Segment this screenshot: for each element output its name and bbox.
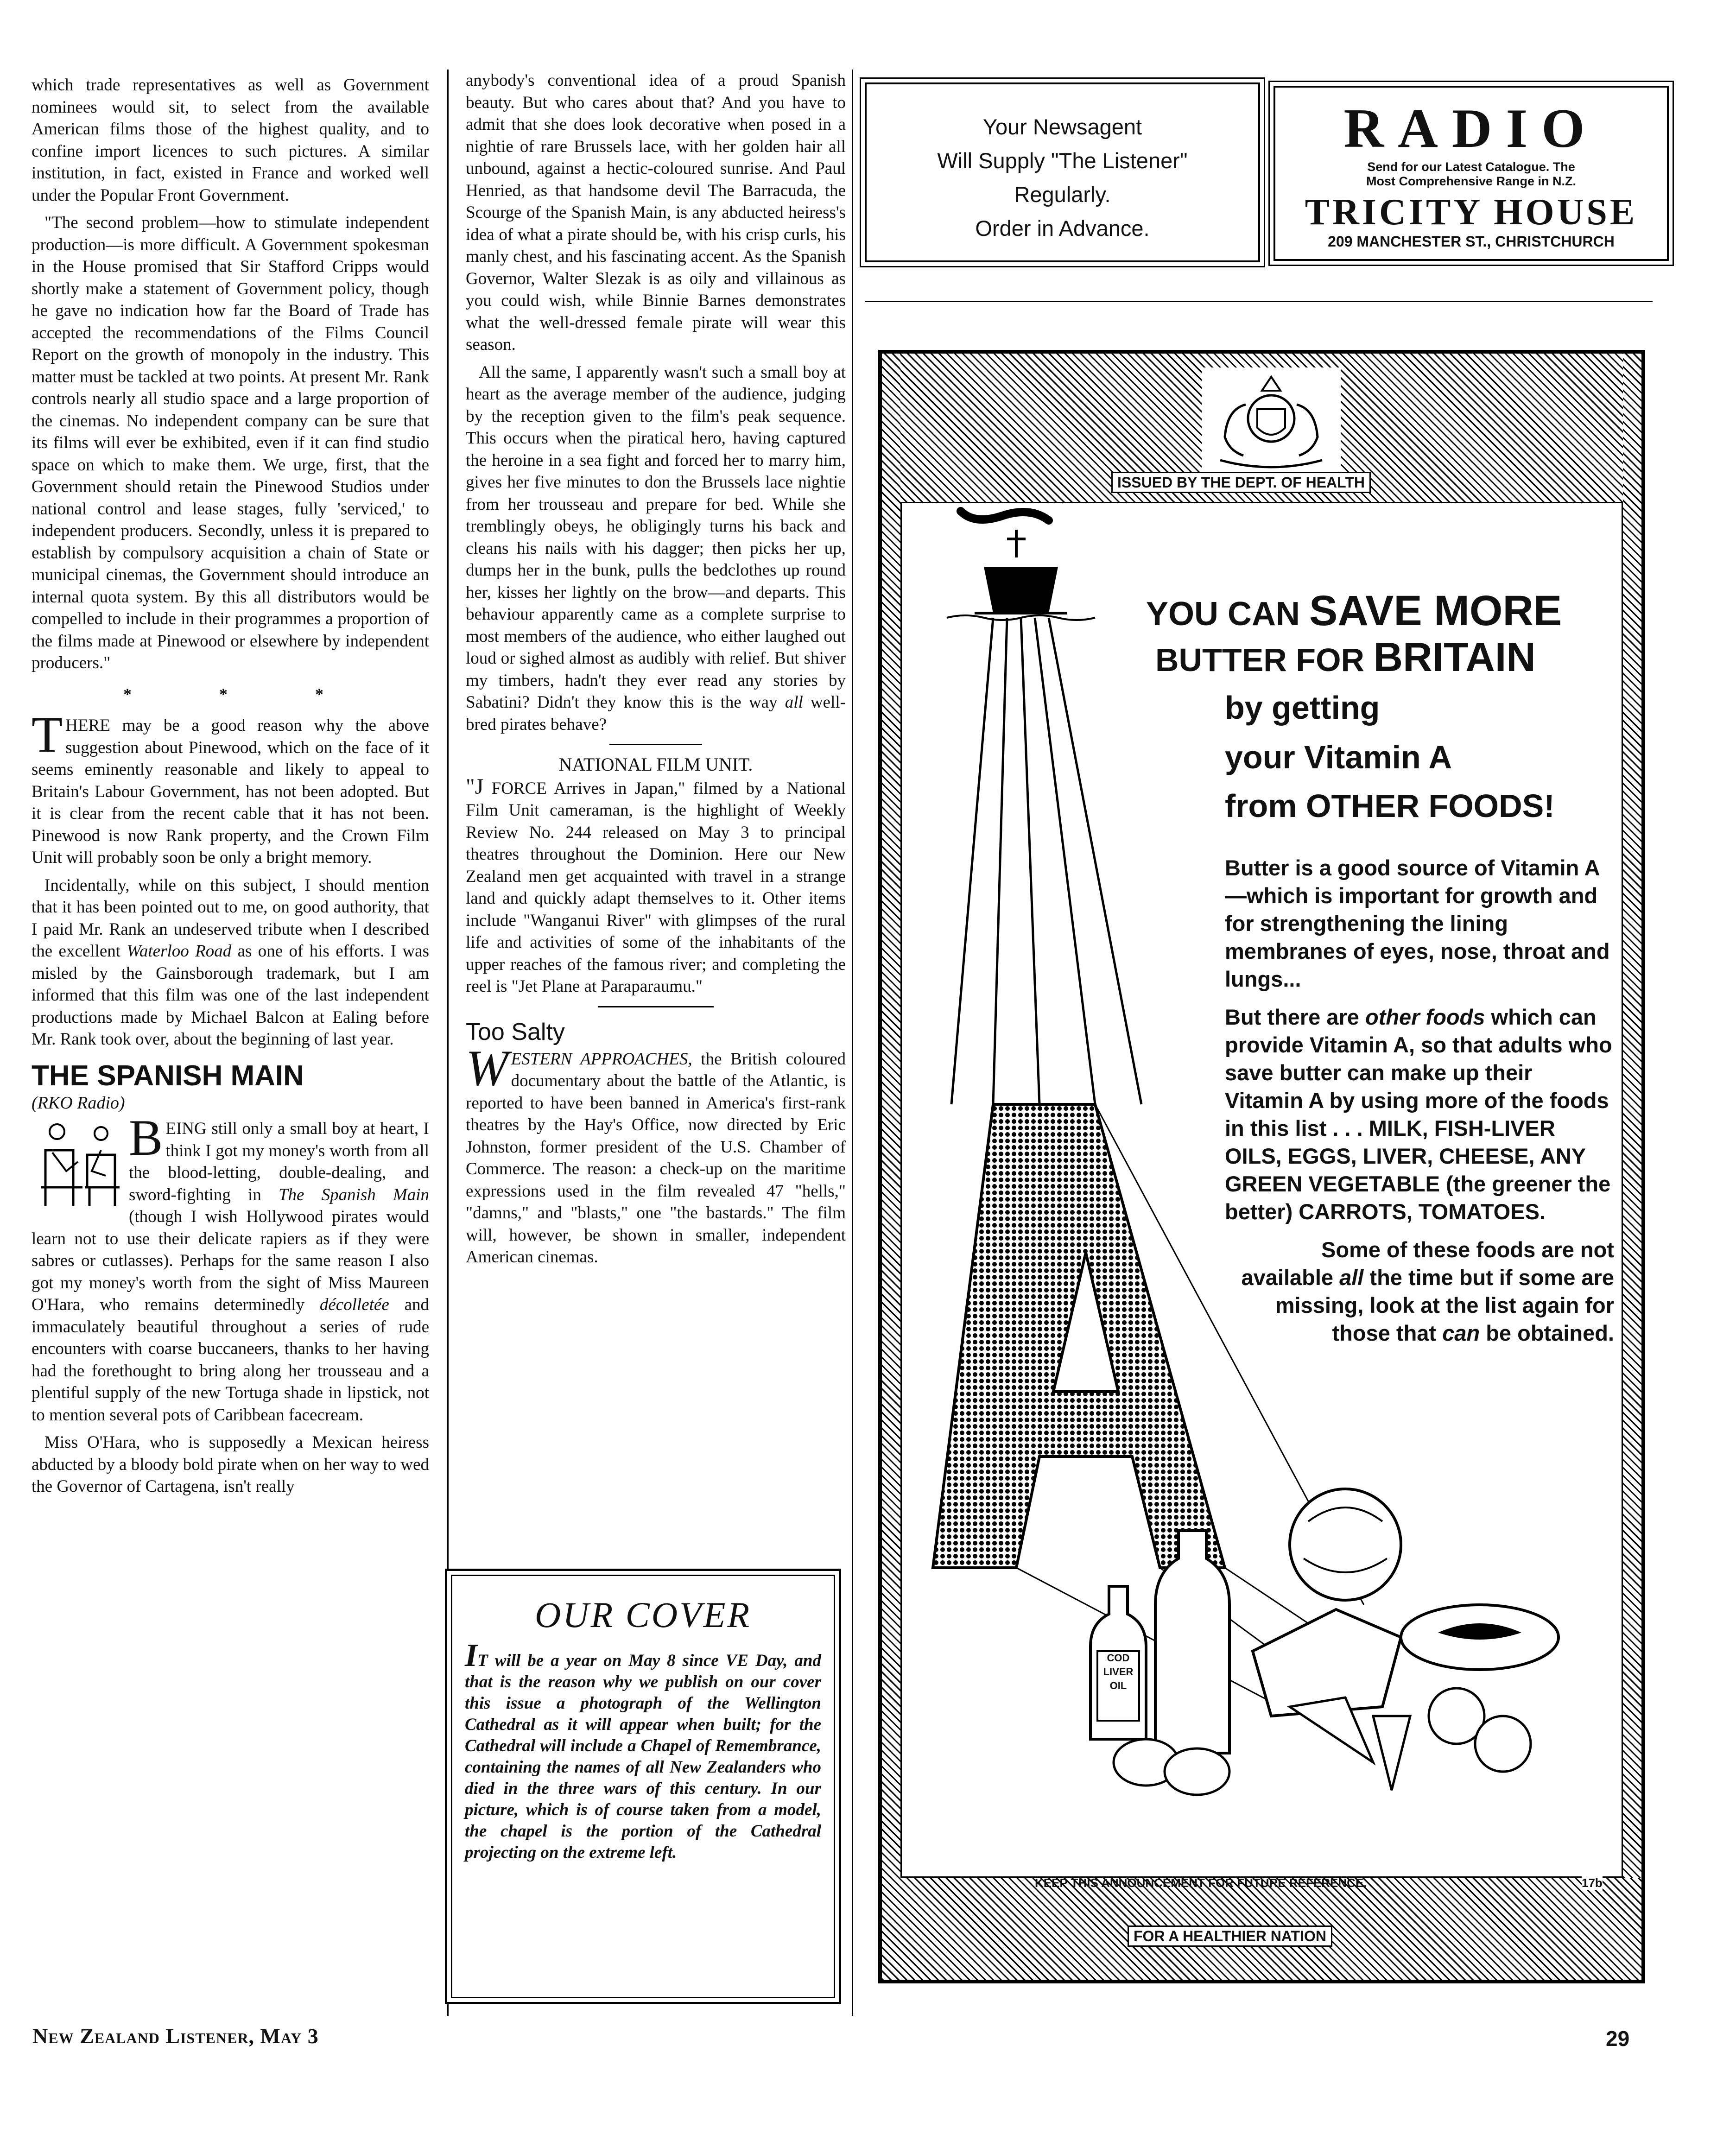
radio-catalogue-line-1: Send for our Latest Catalogue. The (1367, 160, 1575, 174)
healthier-nation-banner: FOR A HEALTHIER NATION (1128, 1925, 1332, 1947)
ad-code: 17b (1582, 1876, 1603, 1890)
moviegoer-illustration (32, 1118, 124, 1210)
drop-cap: T (32, 706, 63, 763)
our-cover-title: OUR COVER (534, 1595, 752, 1635)
column1-paragraph-5: BEING still only a small boy at heart, I think I got my money's worth from all the blood-letting, double-dealing, and sword-fighting in The Spanish Main (though I wish Hollywood pirates would learn not to use their delicate rapiers as if they were sabres or cutlasses). Perhaps for the same reason I also got my money's worth from the sight of Miss Maureen O'Hara, who remains determinedly décolletée and immaculately beautiful throughout a series of rude encounters with coarse buccaneers, thanks to her having had the forethought to bring along her trousseau and a plentiful supply of the new Tortuga shade in lipstick, not to mention several pots of Caribbean facecream. (32, 1109, 430, 1425)
our-cover-text: IT will be a year on May 8 since VE Day, and that is the reason why we publish on our cover this issue a photograph of the Wellington Cathedral as it will appear when built; for the Cathedral will include a Chapel of Remembrance, containing the names of all New Zealanders who died in the three wars of this century. In our picture, which is of course taken from a model, the chapel is the portion of the Cathedral projecting on the extreme left. (465, 1638, 821, 1862)
film-title: The Spanish Main (278, 1185, 430, 1204)
radio-store-name: TRICITY HOUSE (1305, 192, 1638, 233)
newsagent-advertisement (865, 82, 1260, 262)
radio-catalogue-line-2: Most Comprehensive Range in N.Z. (1366, 174, 1577, 188)
radio-store-address: 209 MANCHESTER ST., CHRISTCHURCH (1328, 233, 1615, 250)
big-letter-a: A (854, 452, 858, 457)
nfu-heading: NATIONAL FILM UNIT. (558, 754, 753, 775)
health-body-3: Some of these foods are not available all the time but if some are missing, look at the list again for those that can be obtained. (1241, 1237, 1614, 1345)
newsagent-line-1: Your Newsagent (982, 114, 1142, 139)
health-headline: YOU CAN SAVE MORE BUTTER FOR BRITAIN by getting your Vitamin A from OTHER FOODS! (1146, 587, 1562, 824)
ad-hatched-left (882, 354, 900, 1980)
newsagent-line-2: Will Supply "The Listener" (937, 148, 1188, 173)
review-heading: THE SPANISH MAIN (32, 1059, 304, 1092)
too-salty-heading: Too Salty (466, 1018, 565, 1045)
column-1 (32, 74, 429, 1503)
health-body (1225, 854, 1614, 1347)
health-body-1: Butter is a good source of Vitamin A—which is important for growth and for strengthening the lining membranes of eyes, nose, throat and lungs... (1225, 855, 1610, 991)
our-cover-box (445, 1569, 841, 2004)
health-body-2: But there are other foods which can provide Vitamin A, so that adults who save butter can make up their Vitamin A by using more of the foods in this list . . . MILK, FISH-LIVER OILS, EGGS, LIVER, CHEESE, ANY GREEN VEGETABLE (the greener the better) CARROTS, TOMATOES. (1225, 1005, 1612, 1224)
column1-paragraph-6: Miss O'Hara, who is supposedly a Mexican heiress abducted by a bloody bold pirate when on her way to wed the Governor of Cartagena, isn't really (32, 1433, 429, 1496)
column2-paragraph-2: All the same, I apparently wasn't such a small boy at heart as the average member of the audience, judging by the reception given to the film's peak sequence. This occurs when the piratical hero, having captured the heroine in a sea fight and forced her to marry him, gives her five minutes to don the Brussels lace nightie from her trousseau and prepare for bed. While she tremblingly obeys, he obligingly turns his back and cleans his nails with his dagger; then picks her up, dumps her in the bunk, pulls the bedclothes up round her, kisses her lightly on the brow—and departs. This behaviour apparently came as a complete surprise to most members of the audience, who either laughed out loud or sighed almost as audibly with relief. But shiver my timbers, hadn't they ever read any stories by Sabatini? Didn't they know this is the way all well-bred pirates behave? (466, 362, 846, 734)
film-title: Waterloo Road (127, 942, 232, 961)
newsagent-line-3: Regularly. (1014, 182, 1111, 207)
nfu-paragraph: "J FORCE Arrives in Japan," filmed by a National Film Unit cameraman, is the highlight of Weekly Review No. 244 released on May 3 to principal theatres throughout the Dominion. Here our New Zealand men get acquainted with travel in a strange land and quickly adapt themselves to it. Other items include "Wanganui River" with glimpses of the rural life and activities of some of the inhabitants of the upper reaches of the famous river; and completing the reel is "Jet Plane at Paraparaumu." (466, 774, 846, 996)
coat-of-arms-icon (1202, 367, 1341, 474)
column1-paragraph-3: THERE may be a good reason why the above suggestion about Pinewood, which on the face of it seems eminently reasonable and likely to appeal to Britain's Labour Government, has not been adopted. But it is clear from the recent cable that it has not been. Pinewood is now Rank property, and the Crown Film Unit will probably soon be only a bright memory. (32, 706, 429, 867)
column1-paragraph-1: which trade representatives as well as Government nominees would sit, to select from the available American films those of the highest quality, and to confine import licences to such pictures. A similar institution, in fact, existed in France and worked well under the Popular Front Government. (32, 76, 429, 205)
cod-liver-oil-label: COD LIVER OIL (1103, 1652, 1134, 1691)
drop-cap: B (129, 1109, 163, 1166)
column-divider (852, 70, 853, 2016)
newsagent-line-4: Order in Advance. (975, 216, 1150, 241)
section-rule (609, 744, 702, 745)
issued-by-banner: ISSUED BY THE DEPT. OF HEALTH (1111, 472, 1371, 493)
column-2 (466, 70, 846, 1274)
column1-paragraph-4: Incidentally, while on this subject, I should mention that it has been pointed out to me, on good authority, that I paid Mr. Rank an undeserved tribute when I described the excellent Waterloo Road as one of his efforts. I was misled by the Gainsborough trademark, but I am informed that this film was one of the last independent productions made by Michael Balcon at Ealing before Mr. Rank took over, about the beginning of last year. (32, 875, 429, 1049)
health-advertisement (854, 350, 1645, 1983)
radio-title: RADIO (1343, 97, 1599, 159)
column1-paragraph-2: "The second problem—how to stimulate independent production—is more difficult. A Government spokesman in the House promised that Sir Stafford Cripps would shortly make a statement of Government policy, though he gave no indication how far the Board of Trade has accepted the recommendations of the Films Council Report on the growth of monopoly in the industry. This matter must be tackled at two points. At present Mr. Rank controls nearly all studio space and a large proportion of the cinemas. No independent company can be sure that its films will ever be exhibited, even if it can find studio space on which to make them. We urge, first, that the Government should retain the Pinewood Studios under national control and lease stages, fully 'serviced,' to independent producers. Secondly, unless it is prepared to establish by compulsory acquisition a chain of State or municipal cinemas, the Government should introduce an internal quota system. By this all distributors would be compelled to include in their programmes a proportion of the films made at Pinewood or elsewhere by independent producers." (32, 213, 429, 672)
publication-footer: New Zealand Listener, May 3 (32, 2024, 319, 2048)
ad-separator-rule (865, 301, 1653, 302)
section-rule (598, 1006, 714, 1007)
keep-announcement-note: KEEP THIS ANNOUNCEMENT FOR FUTURE REFERENCE. (1035, 1876, 1367, 1890)
too-salty-paragraph: WESTERN APPROACHES, the British coloured documentary about the battle of the Atlantic, is reported to have been banned in America's first-rank theatres by the Hay's Office, now directed by Eric Johnston, former president of the U.S. Chamber of Commerce. The reason: a check-up on the maritime expressions used in the film revealed 47 "hells," "damns," and "blasts," one "the bastards." The film will, however, be shown in smaller, independent American cinemas. (466, 1039, 846, 1267)
review-studio: (RKO Radio) (32, 1093, 125, 1113)
radio-advertisement (1273, 86, 1669, 261)
column2-paragraph-1: anybody's conventional idea of a proud Spanish beauty. But who cares about that? And you have to admit that she does look decorative when posed in a nightie of rare Brussels lace, with her golden hair all unbound, against a hectic-coloured sunrise. And Paul Henried, as that handsome devil The Barracuda, the Scourge of the Spanish Main, is any abducted heiress's idea of what a pirate should be, with his crisp curls, his manly chest, and his fascinating accent. As the Spanish Governor, Walter Slezak is as oily and villainous as you could wish, while Binnie Barnes demonstrates what the well-dressed female pirate will wear this season. (466, 71, 846, 354)
section-separator: * * * (123, 684, 365, 703)
page-number: 29 (1606, 2027, 1630, 2051)
